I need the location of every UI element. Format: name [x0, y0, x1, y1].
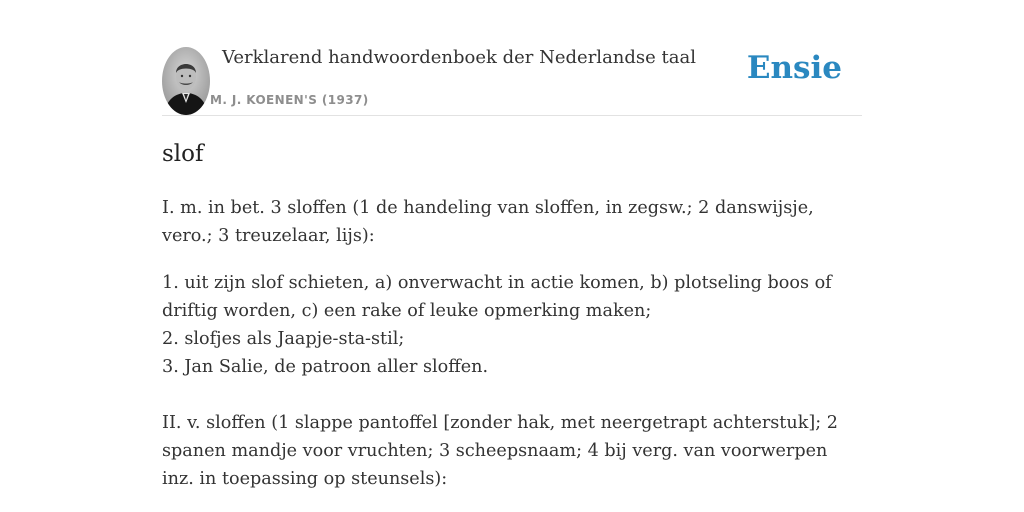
- sense-two-definition: II. v. sloffen (1 slappe pantoffel [zonder hak, met neergetrapt achterstuk]; 2 spanen mandje voor vruchten; 3 scheepsnaam; 4 bij verg. van voorwerpen inz. in toepassing op steunsels):: [162, 413, 838, 489]
- ensie-logo-link[interactable]: Ensie: [746, 50, 842, 86]
- entry-content: [162, 138, 862, 493]
- entry-headword: slof: [162, 141, 204, 167]
- example-item: 2. slofjes als Jaapje-sta-stil;: [162, 329, 405, 349]
- dictionary-header: [162, 46, 862, 116]
- author-portrait: [162, 47, 210, 115]
- sense-one-definition: I. m. in bet. 3 sloffen (1 de handeling van sloffen, in zegsw.; 2 danswijsje, vero.; 3 treuzelaar, lijs):: [162, 198, 814, 246]
- example-item: 1. uit zijn slof schieten, a) onverwacht in actie komen, b) plotseling boos of driftig worden, c) een rake of leuke opmerking maken;: [162, 273, 832, 321]
- example-item: 3. Jan Salie, de patroon aller sloffen.: [162, 357, 489, 377]
- dictionary-title: Verklarend handwoordenboek der Nederlandse taal: [222, 47, 696, 68]
- example-list: [162, 269, 862, 381]
- author-credit: M. J. KOENEN'S (1937): [210, 93, 369, 107]
